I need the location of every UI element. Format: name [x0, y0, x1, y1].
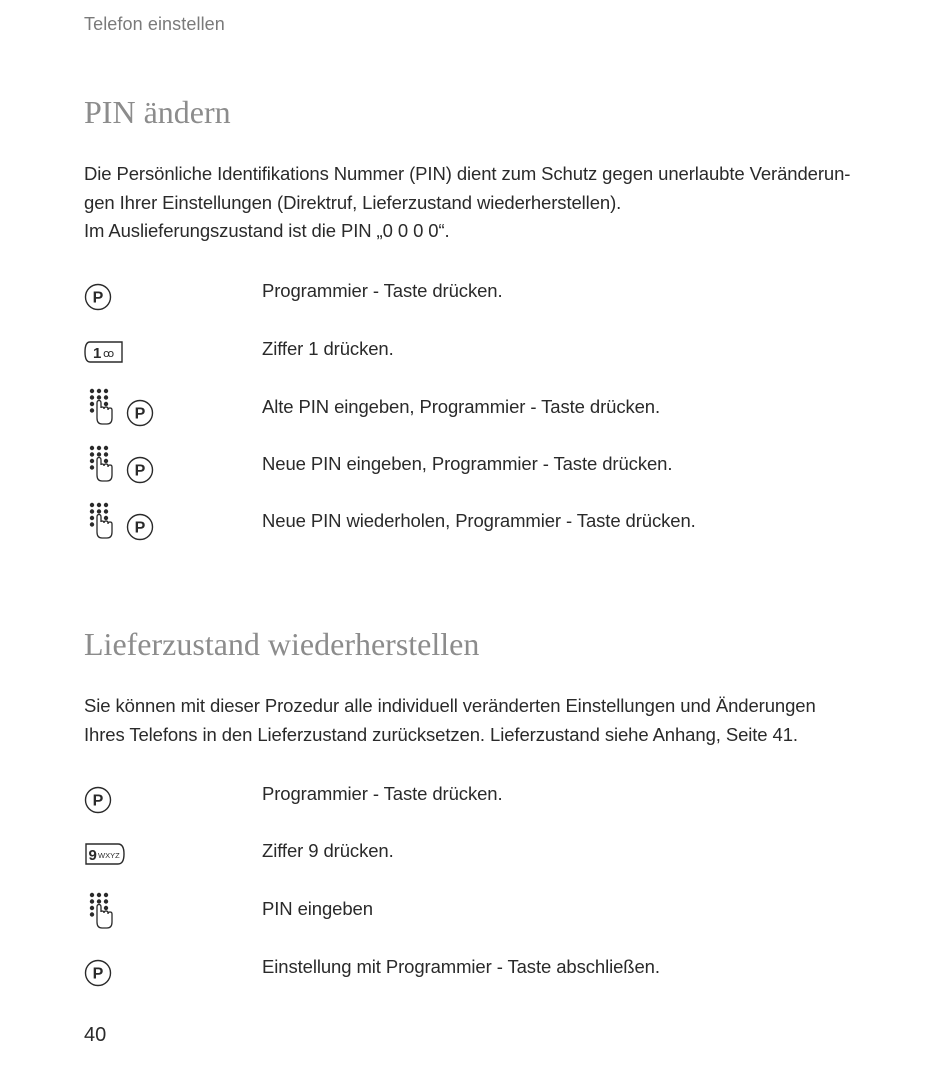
section-title-pin-aendern: PIN ändern [84, 94, 231, 130]
p-key-icon [126, 399, 154, 427]
step-row [0, 783, 950, 823]
step-text: Ziffer 9 drücken. [262, 840, 394, 861]
p-key-label: P [134, 462, 146, 480]
step-text: Programmier - Taste drücken. [262, 783, 503, 804]
step-text: Ziffer 1 drücken. [262, 338, 394, 359]
paragraph-line: Sie können mit dieser Prozedur alle individuell veränderten Einstellungen und Änderungen [84, 695, 816, 716]
step-row [0, 453, 950, 493]
paragraph-line: Ihres Telefons in den Lieferzustand zurücksetzen. Lieferzustand siehe Anhang, Seite 41. [84, 723, 798, 745]
step-text: PIN eingeben [262, 898, 373, 919]
voicemail-glyph: ꝏ [103, 347, 115, 360]
p-key-label: P [134, 405, 146, 423]
p-key-icon [84, 786, 112, 814]
running-header: Telefon einstellen [84, 14, 225, 34]
keypad-hand-icon [89, 502, 115, 542]
p-key-icon [126, 513, 154, 541]
keypad-hand-icon [89, 388, 115, 428]
p-key-label: P [92, 289, 104, 307]
p-key-label: P [134, 519, 146, 537]
step-row [0, 280, 950, 320]
step-text: Einstellung mit Programmier - Taste abschließen. [262, 956, 660, 977]
p-key-icon [126, 456, 154, 484]
p-key-icon [84, 959, 112, 987]
p-key-icon [84, 283, 112, 311]
key-9-digit: 9 [88, 847, 97, 864]
step-row [0, 338, 950, 378]
section-title-lieferzustand: Lieferzustand wiederherstellen [84, 626, 480, 662]
step-row [0, 510, 950, 550]
key-9-letters: WXYZ [98, 851, 120, 860]
keypad-hand-icon [89, 445, 115, 485]
step-row [0, 396, 950, 436]
step-text: Neue PIN wiederholen, Programmier - Taste drücken. [262, 510, 696, 531]
section-pin-intro [84, 160, 874, 246]
step-row [0, 898, 950, 938]
page-number: 40 [84, 1024, 107, 1046]
key-9-icon [84, 842, 126, 866]
p-key-label: P [92, 792, 104, 810]
step-row [0, 840, 950, 880]
keypad-hand-icon [89, 892, 115, 932]
key-1-digit: 1 [93, 345, 102, 362]
step-text: Alte PIN eingeben, Programmier - Taste drücken. [262, 396, 661, 417]
step-text: Programmier - Taste drücken. [262, 280, 503, 301]
paragraph-line: Die Persönliche Identifikations Nummer (PIN) dient zum Schutz gegen unerlaubte Veränderun- [84, 163, 851, 184]
section-lieferzustand-intro [84, 692, 874, 749]
paragraph-line: gen Ihrer Einstellungen (Direktruf, Lieferzustand wiederherstellen). [84, 191, 622, 213]
step-text: Neue PIN eingeben, Programmier - Taste drücken. [262, 453, 673, 474]
key-1-icon [84, 340, 124, 364]
step-row [0, 956, 950, 996]
p-key-label: P [92, 965, 104, 983]
paragraph-line: Im Auslieferungszustand ist die PIN „0 0 0 0“. [84, 220, 450, 241]
